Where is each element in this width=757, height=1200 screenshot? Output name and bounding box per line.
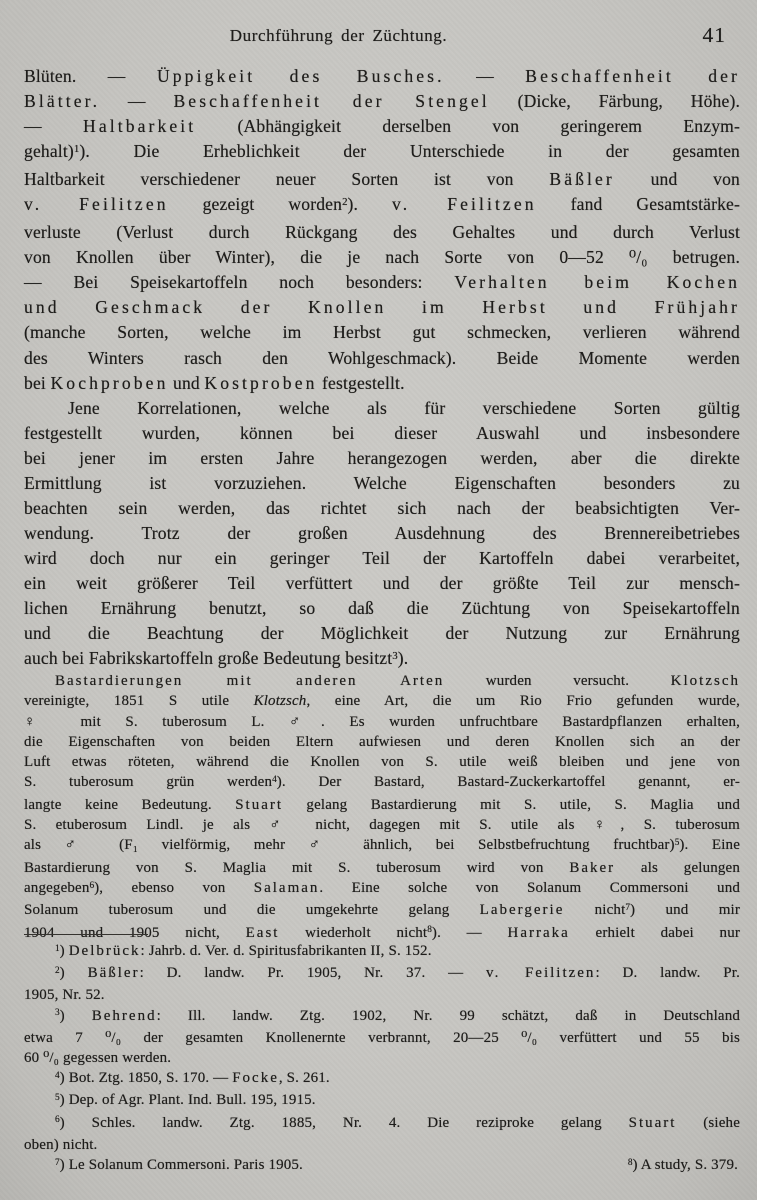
footnote-ref: 8 [427,925,432,936]
text-run: festgestellt. [317,372,405,393]
text-run: beachten sein werden, das richtet sich nach der beabsichtigten Ver- [24,497,740,518]
text-run: Baker [569,859,616,876]
footnote-ref: 5 [55,1092,60,1103]
text-run: Kostproben [204,372,318,393]
text-run: ), ebenso von [94,879,254,896]
text-run: Haltbarkeit [83,116,197,137]
text-line [24,1006,740,1028]
text-run: Kochproben [50,372,169,393]
text-run: Bastardierungen mit anderen Arten [55,673,445,689]
footnote-ref: 2 [55,965,60,976]
text-line [24,270,740,295]
footnote-divider [24,934,148,935]
text-run: (Abhängigkeit derselben von geringerem Enzym- [196,116,740,137]
text-run: Blüten. — [24,66,157,86]
text-line [24,167,740,192]
page-number: 41 [702,23,726,47]
text-run: fand Gesamtstärke- [536,194,740,215]
text-run: 60 ⁰/₀ gegessen werden. [24,1050,172,1067]
text-run: ). Die Erheblichkeit der Unterschiede in der gesamten [79,141,740,162]
text-line [24,546,740,571]
text-run: Behrend [91,1007,157,1024]
text-run: . Eine solche von Solanum Commersoni und [319,879,741,896]
text-run: Bäßler [87,965,140,982]
text-run: : Ill. landw. Ztg. 1902, Nr. 99 schätzt, daß in Deutschland [156,1007,740,1024]
text-run: ). Der Bastard, Bastard-Zuckerkartoffel genannt, er- [276,774,741,791]
text-run: — [24,116,84,137]
text-run: angegeben [24,879,90,896]
footnote-ref: 4 [272,775,277,786]
text-line [24,1155,740,1177]
footnote-ref: 4 [55,1070,60,1081]
text-line [24,320,740,345]
text-run: S. etuberosum Lindl. je als ♂ nicht, dagegen mit S. utile als ♀, S. tuberosum [24,817,740,834]
text-line [24,421,740,446]
text-line [24,220,740,245]
text-run: , eine Art, die um Rio Frio gefunden wurde, [306,693,740,710]
text-line [24,963,740,985]
text-run: und die Beachtung der Möglichkeit der Nutzung zur Ernährung [24,623,740,644]
text-run: S. tuberosum grün werden [24,774,273,791]
text-line [24,985,740,1005]
text-run: bei [24,372,51,393]
text-run: v. Feilitzen [486,965,596,982]
text-run: 1905, Nr. 52. [24,987,105,1004]
text-line [24,89,740,114]
text-line [24,245,740,270]
text-run: von Knollen über Winter), die je nach Sorte von 0—52 ⁰/₀ betrugen. [24,247,740,268]
text-run: bei jener im ersten Jahre herangezogen werden, aber die direkte [24,447,740,468]
text-run: lichen Ernährung benutzt, so daß die Züchtung von Speisekartoffeln [24,597,740,618]
text-run: Delbrück [68,943,141,959]
text-run: Verhalten beim Kochen [454,272,741,293]
text-line [24,446,740,471]
text-line [24,671,740,691]
text-run: — Bei Speisekartoffeln noch besonders: [24,272,455,293]
text-line [24,346,740,371]
running-header-title: Durchführung der Züchtung. [229,26,448,45]
footnote-ref: 3 [55,1008,60,1019]
text-run: Luft etwas röteten, während die Knollen von S. utile weiß bleiben und jene von [24,754,740,771]
text-line [24,1048,740,1068]
text-line [24,835,740,857]
text-run: und von [614,169,740,190]
text-line [24,691,740,711]
text-run: wird doch nur ein geringer Teil der Kartoffeln dabei verarbeitet, [24,547,740,568]
text-run: 1904 und 1905 nicht, [24,924,246,941]
text-line [24,596,740,621]
text-run: wurden versucht. [444,673,671,689]
text-run: East [245,924,280,941]
text-run: ). — [431,924,508,941]
text-run: Bastardierung von S. Maglia mit S. tuberosum wird von [24,859,570,876]
text-line [24,815,740,835]
text-run: (Dicke, Färbung, Höhe). [489,91,740,112]
footnote-ref: 7 [55,1157,60,1168]
main-text [24,64,740,674]
text-run: ). [397,648,409,669]
text-line [24,795,740,815]
text-run: Klotzsch [253,693,307,710]
text-run: auch bei Fabrikskartoffeln große Bedeutung besitzt [24,648,393,669]
text-run: gehalt) [24,141,74,162]
text-run: (siehe [676,1114,740,1131]
text-run: ) [59,943,69,959]
footnote-ref: 8 [627,1157,633,1168]
text-run: Klotzsch [670,673,740,689]
text-line [24,900,740,922]
text-run: Haltbarkeit verschiedener neuer Sorten ist von [24,169,550,190]
text-run: gelang Bastardierung mit S. utile, S. Maglia und [283,796,740,813]
text-run: — [444,66,526,86]
text-run: Jene Korrelationen, welche als für verschiedene Sorten gültig [68,397,740,418]
text-run: ) Le Solanum Commersoni. Paris 1905. [59,1157,303,1174]
text-run: ) Dep. of Agr. Plant. Ind. Bull. 195, 1915. [59,1092,316,1109]
text-line [24,732,740,752]
text-run: etwa 7 ⁰/₀ der gesamten Knollenernte verbrannt, 20—25 ⁰/₀ verfüttert und 55 bis [24,1029,740,1046]
text-run: Focke [232,1070,279,1087]
text-run: ♀ mit S. tuberosum L. ♂. Es wurden unfruchtbare Bastardpflanzen erhalten, [24,713,740,730]
text-line [24,571,740,596]
text-run: ) und mir [630,902,740,919]
text-run: v. Feilitzen [392,194,537,215]
text-run: als gelungen [615,859,740,876]
text-line [24,295,740,320]
text-run: Harraka [507,924,570,941]
footnote-ref: 6 [89,880,95,891]
footnote-right [628,1155,740,1177]
text-run: langte keine Bedeutung. [24,796,236,813]
text-run: Beschaffenheit der Stengel [173,91,490,112]
text-run: ein weit größerer Teil verfüttert und der größte Teil zur mensch- [24,572,740,593]
footnote-ref: 1 [55,943,60,954]
text-run: nicht [564,902,626,919]
text-line [24,114,740,139]
text-run: ) [59,965,88,982]
footnote-ref: 7 [625,902,631,913]
text-run: Bäßler [549,169,615,190]
text-run: Beschaffenheit der [525,66,740,86]
running-header [0,23,757,52]
text-run: ) A study, S. 379. [632,1157,738,1174]
text-run: : Jahrb. d. Ver. d. Spiritusfabrikanten II, S. 152. [140,943,432,959]
text-run: : D. landw. Pr. [595,965,740,982]
text-line [24,471,740,496]
text-line [24,192,740,220]
text-run: vereinigte, 1851 S utile [24,693,254,710]
small-print-section [24,671,740,945]
text-line [24,752,740,772]
text-run: Solanum tuberosum und die umgekehrte gelang [24,902,480,919]
text-run: gezeigt worden [168,194,343,215]
text-run: und [168,372,205,393]
text-run: des Winters rasch den Wohlgeschmack). Beide Momente werden [24,347,740,368]
text-run: ) Schles. landw. Ztg. 1885, Nr. 4. Die reziproke gelang [59,1114,629,1131]
text-line [24,139,740,167]
text-line [24,396,740,421]
footnotes-section [24,941,740,1177]
text-line [24,496,740,521]
footnote-ref: 3 [392,649,398,662]
footnote-left [24,1155,303,1177]
text-run: ) [59,1007,92,1024]
text-run: oben) nicht. [24,1136,98,1153]
text-run: und Geschmack der Knollen im Herbst und Frühjahr [24,297,740,318]
text-run: verluste (Verlust durch Rückgang des Gehaltes und durch Verlust [24,222,740,243]
footnote-ref: 1 [73,142,80,155]
text-run: wendung. Trotz der großen Ausdehnung des Brennereibetriebes [24,522,740,543]
text-run: ) Bot. Ztg. 1850, S. 170. — [59,1070,233,1087]
text-line [24,858,740,878]
text-run: Salaman [253,879,320,896]
text-run: Blätter. [24,91,101,112]
text-run: festgestellt wurden, können bei dieser Auswahl und insbesondere [24,422,740,443]
text-line [24,1135,740,1155]
text-line [24,1113,740,1135]
text-run: wiederholt nicht [279,924,428,941]
footnote-ref: 5 [674,837,680,848]
text-run: — [100,91,174,112]
text-line [24,521,740,546]
text-run: Labergerie [479,902,565,919]
text-run: Ermittlung ist vorzuziehen. Welche Eigenschaften besonders zu [24,472,740,493]
text-run: die Eigenschaften von beiden Eltern aufwiesen und deren Knollen sich an der [24,733,740,750]
text-line [24,1028,740,1048]
text-run: erhielt dabei nur [569,924,740,941]
text-line [24,772,740,794]
text-line [24,941,740,963]
text-line [24,621,740,646]
footnote-ref: 2 [342,196,348,208]
text-run: v. Feilitzen [24,194,169,215]
text-run: als ♂ (F₁ vielförmig, mehr ♂ ähnlich, bei Selbstbefruchtung fruchtbar) [24,837,675,854]
text-run: ). Eine [679,837,740,854]
text-line [24,878,740,900]
text-run: : D. landw. Pr. 1905, Nr. 37. — [139,965,487,982]
text-run: Üppigkeit des Busches. [156,66,445,86]
text-run: (manche Sorten, welche im Herbst gut schmecken, verlieren während [24,322,740,343]
footnote-ref: 6 [55,1115,60,1126]
text-line [24,712,740,732]
text-run: Stuart [235,796,284,813]
text-run: ). [347,194,393,215]
text-run: , S. 261. [278,1070,330,1087]
text-line [24,1090,740,1112]
text-line [24,371,740,396]
text-run: Stuart [628,1114,677,1131]
text-line [24,1068,740,1090]
text-line [24,646,740,674]
text-line [24,64,740,89]
